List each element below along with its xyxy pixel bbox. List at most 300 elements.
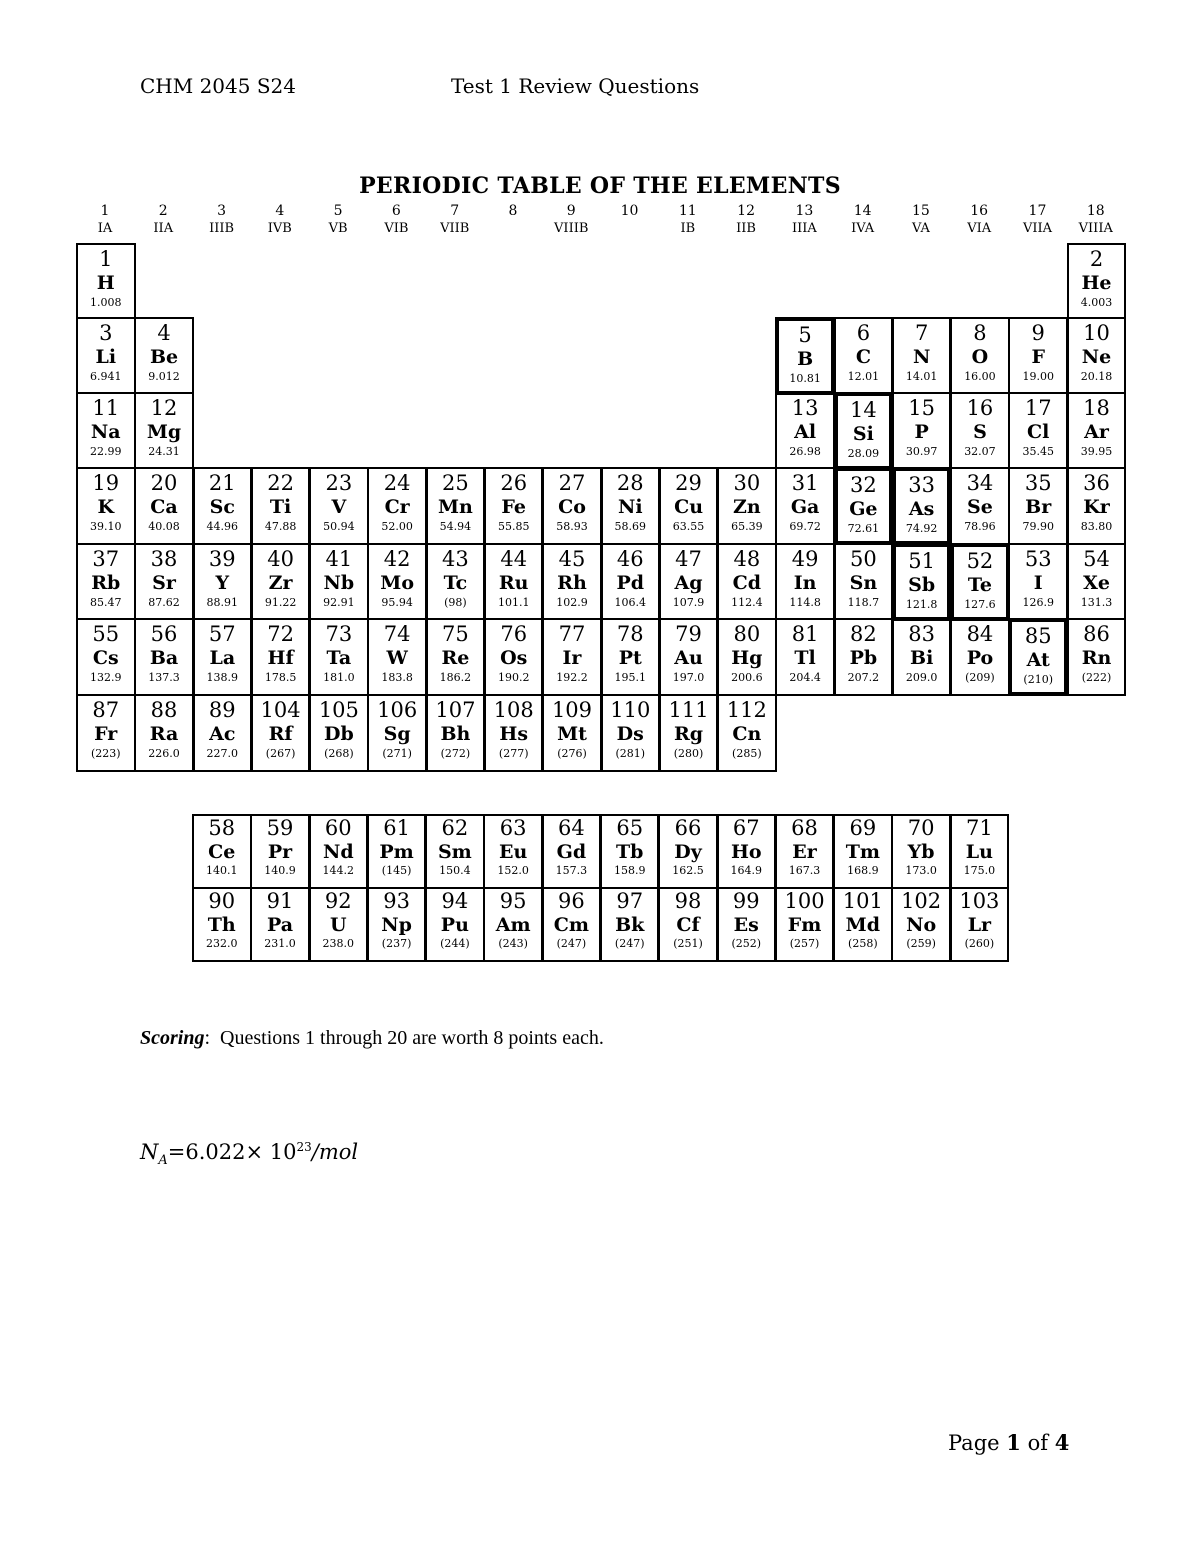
element-symbol: No bbox=[906, 914, 937, 936]
group-number: 4 bbox=[275, 203, 285, 219]
element-cell-hs bbox=[484, 694, 544, 772]
element-symbol: Cf bbox=[676, 914, 700, 936]
group-header-16 bbox=[950, 203, 1008, 237]
element-cell-fr bbox=[76, 694, 136, 772]
element-cell-f bbox=[1008, 317, 1068, 395]
atomic-mass: 88.91 bbox=[206, 596, 239, 609]
element-cell-rg bbox=[659, 694, 719, 772]
element-symbol: Ra bbox=[149, 723, 179, 745]
atomic-mass: 47.88 bbox=[264, 520, 297, 533]
element-cell-sb bbox=[892, 543, 952, 621]
element-symbol: Cs bbox=[92, 647, 119, 669]
element-cell-si bbox=[834, 392, 894, 470]
atomic-number: 94 bbox=[441, 889, 469, 913]
atomic-number: 1 bbox=[99, 247, 113, 271]
atomic-number: 110 bbox=[610, 698, 651, 722]
element-cell-xe bbox=[1067, 543, 1127, 621]
atomic-number: 34 bbox=[966, 471, 994, 495]
atomic-number: 22 bbox=[267, 471, 294, 495]
atomic-mass: 121.8 bbox=[905, 598, 938, 611]
group-roman-label: VB bbox=[328, 221, 348, 236]
atomic-mass: 55.85 bbox=[497, 520, 530, 533]
element-symbol: Rn bbox=[1081, 647, 1112, 669]
atomic-number: 20 bbox=[150, 471, 178, 495]
element-symbol: Nd bbox=[322, 841, 354, 863]
atomic-mass: 44.96 bbox=[206, 520, 239, 533]
atomic-number: 102 bbox=[901, 889, 942, 913]
atomic-mass: (277) bbox=[498, 747, 529, 760]
atomic-mass: 152.0 bbox=[497, 864, 529, 877]
element-symbol: Th bbox=[207, 914, 236, 936]
atomic-number: 42 bbox=[383, 547, 411, 571]
element-symbol: Fe bbox=[501, 496, 526, 518]
element-symbol: Ru bbox=[498, 572, 529, 594]
atomic-number: 69 bbox=[849, 816, 877, 840]
element-cell-gd bbox=[542, 814, 602, 889]
element-symbol: F bbox=[1031, 346, 1045, 368]
atomic-mass: (223) bbox=[90, 747, 121, 760]
atomic-mass: 69.72 bbox=[789, 520, 821, 533]
element-symbol: Ca bbox=[150, 496, 178, 518]
atomic-mass: 192.2 bbox=[556, 671, 588, 684]
element-symbol: O bbox=[971, 346, 989, 368]
avogadro-symbol: N bbox=[140, 1140, 159, 1164]
atomic-number: 31 bbox=[791, 471, 819, 495]
element-symbol: Dy bbox=[674, 841, 702, 863]
group-header-9 bbox=[542, 203, 600, 237]
atomic-number: 28 bbox=[616, 471, 644, 495]
element-cell-ru bbox=[484, 543, 544, 621]
element-symbol: Sb bbox=[908, 574, 936, 596]
atomic-mass: (209) bbox=[965, 671, 995, 684]
element-symbol: Os bbox=[500, 647, 528, 669]
element-symbol: V bbox=[331, 496, 347, 518]
element-cell-sg bbox=[367, 694, 427, 772]
atomic-number: 56 bbox=[150, 622, 178, 646]
element-symbol: B bbox=[797, 348, 814, 370]
atomic-number: 93 bbox=[383, 889, 410, 913]
atomic-mass: 138.9 bbox=[206, 671, 239, 684]
atomic-number: 78 bbox=[616, 622, 644, 646]
group-header-5 bbox=[309, 203, 367, 237]
atomic-mass: 52.00 bbox=[381, 520, 413, 533]
atomic-number: 66 bbox=[674, 816, 702, 840]
element-symbol: Cm bbox=[553, 914, 590, 936]
element-cell-am bbox=[483, 887, 543, 962]
element-cell-tc bbox=[426, 543, 486, 621]
group-roman-label: VIIIA bbox=[1078, 221, 1113, 236]
element-symbol: Hg bbox=[731, 647, 763, 669]
atomic-mass: 63.55 bbox=[672, 520, 705, 533]
atomic-mass: 12.01 bbox=[847, 370, 880, 383]
group-number: 18 bbox=[1086, 203, 1105, 219]
element-cell-cm bbox=[542, 887, 602, 962]
element-symbol: Tb bbox=[615, 841, 644, 863]
element-symbol: Pd bbox=[616, 572, 645, 594]
element-symbol: Tl bbox=[794, 647, 816, 669]
group-roman-label: IIA bbox=[153, 221, 174, 236]
element-cell-cs bbox=[76, 618, 136, 696]
atomic-mass: 26.98 bbox=[789, 445, 821, 458]
atomic-number: 50 bbox=[850, 547, 877, 571]
element-symbol: Gd bbox=[556, 841, 587, 863]
atomic-mass: (272) bbox=[440, 747, 471, 760]
element-cell-cl bbox=[1008, 392, 1068, 470]
element-cell-rf bbox=[251, 694, 311, 772]
atomic-number: 59 bbox=[266, 816, 294, 840]
atomic-number: 51 bbox=[908, 549, 936, 573]
atomic-number: 25 bbox=[442, 471, 469, 495]
atomic-number: 55 bbox=[92, 622, 120, 646]
element-cell-sm bbox=[425, 814, 485, 889]
atomic-mass: 40.08 bbox=[148, 520, 180, 533]
atomic-number: 97 bbox=[616, 889, 644, 913]
element-symbol: As bbox=[908, 498, 935, 520]
atomic-number: 15 bbox=[908, 396, 936, 420]
atomic-mass: (252) bbox=[731, 937, 762, 950]
atomic-number: 67 bbox=[732, 816, 760, 840]
element-symbol: Zr bbox=[268, 572, 293, 594]
group-roman-label: IIIB bbox=[209, 221, 235, 236]
atomic-number: 39 bbox=[208, 547, 236, 571]
atomic-mass: 200.6 bbox=[731, 671, 763, 684]
group-header-13 bbox=[775, 203, 833, 237]
element-symbol: W bbox=[386, 647, 408, 669]
atomic-mass: 162.5 bbox=[672, 864, 704, 877]
element-symbol: Pa bbox=[266, 914, 294, 936]
element-cell-ta bbox=[309, 618, 369, 696]
atomic-number: 57 bbox=[208, 622, 236, 646]
element-symbol: Ni bbox=[617, 496, 643, 518]
element-cell-tl bbox=[775, 618, 835, 696]
group-roman-label: IIIA bbox=[791, 221, 817, 236]
element-symbol: Ar bbox=[1084, 421, 1109, 443]
atomic-number: 89 bbox=[208, 698, 236, 722]
element-cell-as bbox=[892, 467, 952, 545]
avogadro-constant bbox=[140, 1140, 358, 1168]
element-symbol: Pr bbox=[267, 841, 293, 863]
element-symbol: At bbox=[1026, 649, 1050, 671]
atomic-mass: 35.45 bbox=[1022, 445, 1054, 458]
atomic-mass: (247) bbox=[556, 937, 587, 950]
element-cell-ca bbox=[134, 467, 194, 545]
atomic-mass: (267) bbox=[265, 747, 296, 760]
atomic-mass: 39.10 bbox=[90, 520, 122, 533]
atomic-number: 112 bbox=[726, 698, 767, 722]
element-symbol: Mo bbox=[380, 572, 414, 594]
atomic-mass: 231.0 bbox=[264, 937, 296, 950]
atomic-number: 37 bbox=[92, 547, 120, 571]
atomic-mass: 72.61 bbox=[847, 522, 880, 535]
atomic-number: 41 bbox=[325, 547, 353, 571]
atomic-mass: 54.94 bbox=[439, 520, 472, 533]
atomic-number: 13 bbox=[791, 396, 819, 420]
atomic-mass: (285) bbox=[732, 747, 762, 760]
element-cell-md bbox=[833, 887, 893, 962]
atomic-mass: (258) bbox=[848, 937, 878, 950]
element-symbol: I bbox=[1033, 572, 1043, 594]
group-header-18 bbox=[1067, 203, 1125, 237]
atomic-mass: 204.4 bbox=[789, 671, 821, 684]
element-cell-h bbox=[76, 243, 136, 321]
atomic-mass: 78.96 bbox=[964, 520, 996, 533]
atomic-mass: 181.0 bbox=[323, 671, 355, 684]
atomic-number: 27 bbox=[558, 471, 586, 495]
atomic-mass: 16.00 bbox=[964, 370, 996, 383]
element-cell-cd bbox=[717, 543, 777, 621]
atomic-number: 61 bbox=[383, 816, 410, 840]
element-cell-w bbox=[367, 618, 427, 696]
element-symbol: Lu bbox=[965, 841, 993, 863]
atomic-mass: 150.4 bbox=[439, 864, 471, 877]
atomic-number: 101 bbox=[842, 889, 883, 913]
page-number bbox=[948, 1430, 1069, 1455]
element-cell-co bbox=[542, 467, 602, 545]
atomic-mass: 65.39 bbox=[731, 520, 763, 533]
element-symbol: Ce bbox=[208, 841, 236, 863]
element-cell-eu bbox=[483, 814, 543, 889]
element-symbol: Bk bbox=[615, 914, 645, 936]
element-cell-at bbox=[1008, 618, 1068, 696]
element-symbol: Tm bbox=[845, 841, 880, 863]
atomic-mass: 14.01 bbox=[905, 370, 938, 383]
element-cell-au bbox=[659, 618, 719, 696]
element-symbol: Cu bbox=[674, 496, 704, 518]
of-word: of bbox=[1027, 1431, 1048, 1455]
element-symbol: Te bbox=[967, 574, 992, 596]
element-symbol: Bi bbox=[910, 647, 934, 669]
atomic-mass: (259) bbox=[906, 937, 936, 950]
element-cell-re bbox=[426, 618, 486, 696]
atomic-mass: 83.80 bbox=[1080, 520, 1113, 533]
element-symbol: Ac bbox=[209, 723, 236, 745]
element-cell-ne bbox=[1067, 317, 1127, 395]
atomic-number: 111 bbox=[668, 698, 709, 722]
atomic-number: 62 bbox=[441, 816, 469, 840]
atomic-mass: 39.95 bbox=[1080, 445, 1113, 458]
element-cell-dy bbox=[658, 814, 718, 889]
element-symbol: Mn bbox=[437, 496, 473, 518]
atomic-number: 49 bbox=[791, 547, 819, 571]
group-roman-label: VA bbox=[911, 221, 930, 236]
element-cell-be bbox=[134, 317, 194, 395]
atomic-number: 75 bbox=[442, 622, 469, 646]
element-cell-ge bbox=[834, 467, 894, 545]
element-cell-hf bbox=[251, 618, 311, 696]
element-cell-cn bbox=[717, 694, 777, 772]
atomic-number: 35 bbox=[1024, 471, 1052, 495]
atomic-number: 6 bbox=[856, 321, 871, 345]
scoring-colon: : bbox=[204, 1027, 211, 1049]
element-cell-ra bbox=[134, 694, 194, 772]
atomic-mass: 164.9 bbox=[730, 864, 763, 877]
element-symbol: Sr bbox=[152, 572, 176, 594]
atomic-number: 68 bbox=[791, 816, 818, 840]
group-number: 13 bbox=[795, 203, 814, 219]
group-header-7 bbox=[426, 203, 484, 237]
element-cell-mt bbox=[542, 694, 602, 772]
group-header-17 bbox=[1008, 203, 1066, 237]
element-cell-in bbox=[775, 543, 835, 621]
element-cell-b bbox=[775, 317, 835, 395]
element-symbol: Ba bbox=[149, 647, 179, 669]
group-roman-label bbox=[484, 220, 542, 237]
atomic-number: 12 bbox=[150, 396, 178, 420]
atomic-number: 53 bbox=[1024, 547, 1052, 571]
atomic-mass: 178.5 bbox=[264, 671, 297, 684]
atomic-number: 109 bbox=[551, 698, 593, 722]
element-symbol: Ti bbox=[269, 496, 292, 518]
total-pages: 4 bbox=[1054, 1430, 1070, 1455]
atomic-number: 92 bbox=[324, 889, 352, 913]
element-cell-nb bbox=[309, 543, 369, 621]
atomic-mass: 1.008 bbox=[90, 296, 122, 309]
element-cell-i bbox=[1008, 543, 1068, 621]
element-symbol: Np bbox=[381, 914, 412, 936]
element-symbol: Be bbox=[149, 346, 179, 368]
scoring-label: Scoring bbox=[140, 1027, 205, 1049]
element-symbol: Pb bbox=[849, 647, 878, 669]
element-symbol: He bbox=[1081, 272, 1112, 294]
element-symbol: Si bbox=[852, 423, 874, 445]
element-cell-sn bbox=[834, 543, 894, 621]
atomic-mass: 74.92 bbox=[905, 522, 938, 535]
current-page: 1 bbox=[1006, 1430, 1021, 1455]
atomic-mass: 137.3 bbox=[148, 671, 180, 684]
atomic-number: 11 bbox=[92, 396, 120, 420]
atomic-number: 95 bbox=[499, 889, 527, 913]
group-number: 1 bbox=[100, 203, 110, 219]
atomic-mass: 186.2 bbox=[439, 671, 472, 684]
element-symbol: Md bbox=[845, 914, 880, 936]
element-cell-po bbox=[950, 618, 1010, 696]
element-cell-tm bbox=[833, 814, 893, 889]
atomic-mass: 190.2 bbox=[497, 671, 530, 684]
element-cell-br bbox=[1008, 467, 1068, 545]
element-cell-o bbox=[950, 317, 1010, 395]
element-cell-u bbox=[309, 887, 369, 962]
atomic-number: 40 bbox=[267, 547, 294, 571]
element-cell-no bbox=[891, 887, 951, 962]
atomic-number: 105 bbox=[318, 698, 359, 722]
element-cell-rn bbox=[1067, 618, 1127, 696]
atomic-number: 104 bbox=[260, 698, 301, 722]
element-cell-ti bbox=[251, 467, 311, 545]
element-cell-ni bbox=[601, 467, 661, 545]
element-symbol: C bbox=[855, 346, 871, 368]
element-symbol: Ds bbox=[616, 723, 644, 745]
element-symbol: Y bbox=[215, 572, 230, 594]
document-title: Test 1 Review Questions bbox=[451, 74, 700, 98]
element-cell-v bbox=[309, 467, 369, 545]
atomic-mass: (210) bbox=[1023, 673, 1054, 686]
atomic-mass: (281) bbox=[615, 747, 646, 760]
group-number: 5 bbox=[333, 203, 343, 219]
atomic-mass: 227.0 bbox=[206, 747, 239, 760]
atomic-number: 54 bbox=[1083, 547, 1110, 571]
atomic-mass: 112.4 bbox=[731, 596, 763, 609]
element-cell-pt bbox=[601, 618, 661, 696]
element-cell-bh bbox=[426, 694, 486, 772]
element-cell-bk bbox=[600, 887, 660, 962]
group-number: 17 bbox=[1028, 203, 1047, 219]
element-symbol: Cr bbox=[384, 496, 410, 518]
element-symbol: Fr bbox=[94, 723, 118, 745]
atomic-mass: (260) bbox=[964, 937, 995, 950]
atomic-number: 87 bbox=[92, 698, 120, 722]
atomic-mass: (257) bbox=[789, 937, 820, 950]
element-cell-th bbox=[192, 887, 252, 962]
atomic-number: 46 bbox=[616, 547, 644, 571]
atomic-mass: (268) bbox=[324, 747, 354, 760]
element-symbol: Yb bbox=[907, 841, 935, 863]
element-cell-yb bbox=[891, 814, 951, 889]
element-cell-lu bbox=[950, 814, 1010, 889]
element-symbol: Pt bbox=[618, 647, 642, 669]
atomic-number: 5 bbox=[798, 323, 812, 347]
element-symbol: Eu bbox=[498, 841, 528, 863]
element-symbol: P bbox=[914, 421, 929, 443]
avogadro-value: =6.022× bbox=[167, 1140, 264, 1164]
atomic-number: 81 bbox=[791, 622, 819, 646]
group-roman-label: VIIIB bbox=[554, 221, 589, 236]
atomic-number: 80 bbox=[733, 622, 761, 646]
element-cell-al bbox=[775, 392, 835, 470]
element-symbol: Br bbox=[1025, 496, 1052, 518]
atomic-mass: 144.2 bbox=[322, 864, 355, 877]
element-cell-ir bbox=[542, 618, 602, 696]
element-symbol: Pu bbox=[440, 914, 469, 936]
page-word: Page bbox=[948, 1431, 1000, 1455]
atomic-mass: 107.9 bbox=[672, 596, 705, 609]
element-cell-li bbox=[76, 317, 136, 395]
group-number: 3 bbox=[217, 203, 226, 219]
element-symbol: Ge bbox=[849, 498, 878, 520]
element-cell-ga bbox=[775, 467, 835, 545]
element-symbol: Hs bbox=[499, 723, 529, 745]
atomic-mass: 173.0 bbox=[905, 864, 937, 877]
atomic-number: 64 bbox=[558, 816, 585, 840]
element-cell-s bbox=[950, 392, 1010, 470]
atomic-mass: 158.9 bbox=[613, 864, 646, 877]
atomic-number: 70 bbox=[907, 816, 935, 840]
group-roman-label: IB bbox=[680, 221, 696, 236]
group-number: 16 bbox=[970, 203, 989, 219]
atomic-mass: 106.4 bbox=[614, 596, 647, 609]
atomic-number: 99 bbox=[732, 889, 760, 913]
element-cell-cr bbox=[367, 467, 427, 545]
element-cell-pm bbox=[367, 814, 427, 889]
group-header-12 bbox=[717, 203, 775, 237]
element-cell-na bbox=[76, 392, 136, 470]
group-number: 12 bbox=[737, 203, 755, 219]
element-cell-db bbox=[309, 694, 369, 772]
element-symbol: K bbox=[97, 496, 114, 518]
group-number: 14 bbox=[853, 203, 872, 219]
atomic-number: 36 bbox=[1083, 471, 1110, 495]
atomic-number: 76 bbox=[500, 622, 528, 646]
element-symbol: Am bbox=[495, 914, 531, 936]
atomic-mass: 91.22 bbox=[264, 596, 297, 609]
atomic-mass: 238.0 bbox=[322, 937, 355, 950]
atomic-number: 43 bbox=[442, 547, 469, 571]
element-symbol: Sm bbox=[437, 841, 472, 863]
element-cell-fe bbox=[484, 467, 544, 545]
atomic-number: 108 bbox=[493, 698, 534, 722]
atomic-number: 4 bbox=[157, 321, 171, 345]
element-cell-pb bbox=[834, 618, 894, 696]
atomic-number: 18 bbox=[1083, 396, 1110, 420]
